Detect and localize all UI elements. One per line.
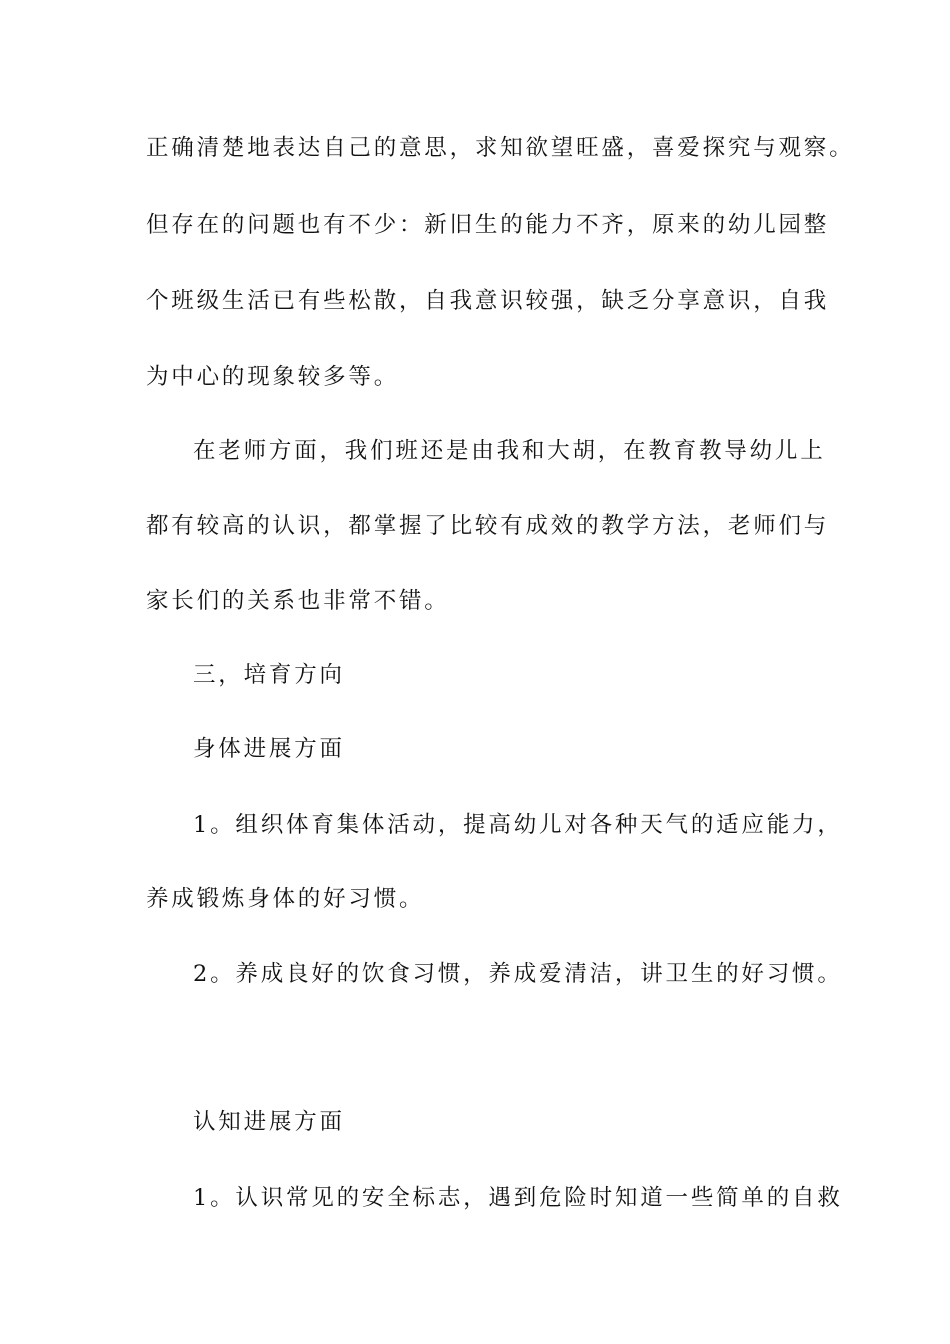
paragraph-line: 正确清楚地表达自己的意思，求知欲望旺盛，喜爱探究与观察。: [146, 135, 855, 161]
section-heading: 三，培育方向: [193, 662, 345, 688]
paragraph-line: 为中心的现象较多等。: [146, 364, 400, 390]
paragraph-line: 养成锻炼身体的好习惯。: [146, 886, 425, 912]
list-item: 2。养成良好的饮食习惯，养成爱清洁，讲卫生的好习惯。: [193, 961, 843, 987]
subsection-heading: 认知进展方面: [193, 1109, 345, 1135]
paragraph-line: 都有较高的认识，都掌握了比较有成效的教学方法，老师们与: [146, 513, 830, 539]
paragraph-line: 在老师方面，我们班还是由我和大胡，在教育教导幼儿上: [193, 438, 826, 464]
list-item: 1。组织体育集体活动，提高幼儿对各种天气的适应能力，: [193, 812, 843, 838]
paragraph-line: 个班级生活已有些松散，自我意识较强，缺乏分享意识，自我: [146, 288, 830, 314]
paragraph-line: 家长们的关系也非常不错。: [146, 588, 450, 614]
paragraph-line: 但存在的问题也有不少：新旧生的能力不齐，原来的幼儿园整: [146, 212, 830, 238]
list-item: 1。认识常见的安全标志，遇到危险时知道一些简单的自救: [193, 1185, 843, 1211]
subsection-heading: 身体进展方面: [193, 736, 345, 762]
